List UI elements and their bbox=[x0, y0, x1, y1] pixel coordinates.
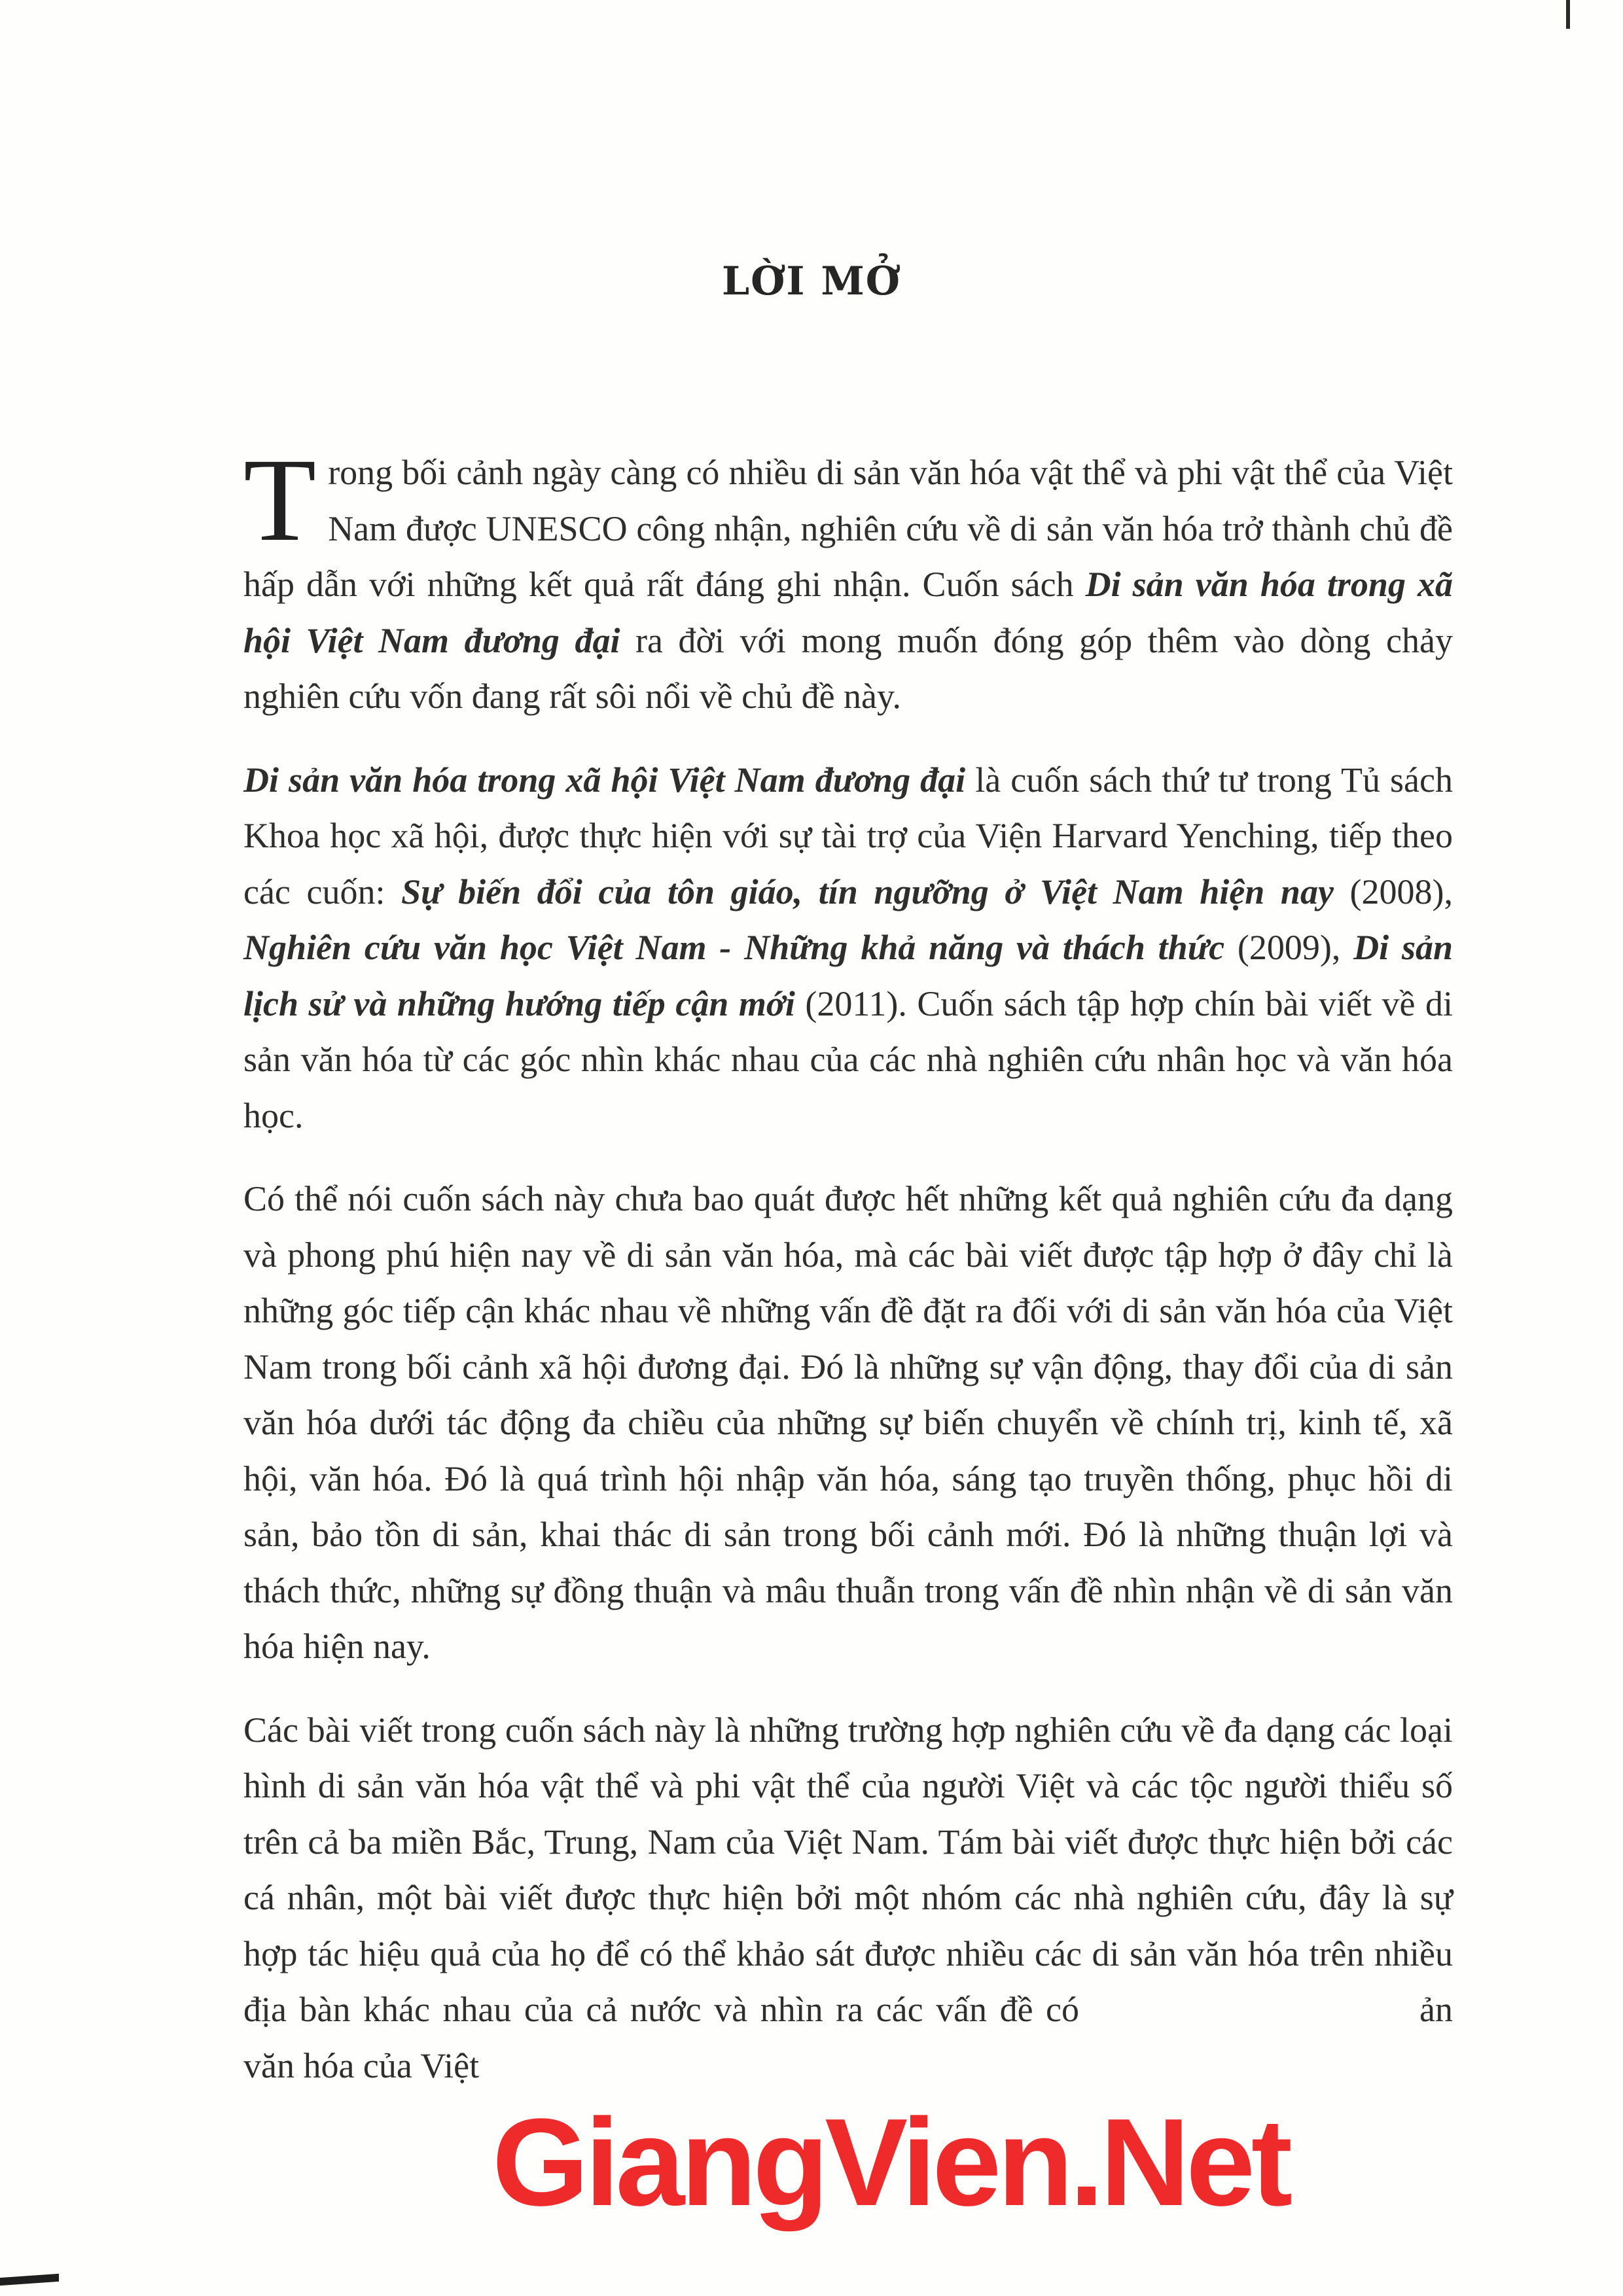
book-title-reference: Nghiên cứu văn học Việt Nam - Những khả năng và thách thức bbox=[243, 928, 1225, 967]
paragraph-1-text-end: ra đời với mong muốn đóng góp thêm vào dòng chảy nghiên cứu vốn đang rất sôi nổi về chủ đề này. bbox=[243, 620, 1453, 716]
paragraph-2-text-end: (2011). Cuốn sách tập hợp chín bài viết về di sản văn hóa từ các góc nhìn khác nhau của các nhà nghiên cứu nhân học và văn hóa học. bbox=[243, 983, 1453, 1135]
body-text bbox=[243, 434, 1454, 2121]
paragraph-2-text: (2008), bbox=[1333, 872, 1454, 911]
paragraph-2-text: (2009), bbox=[1224, 928, 1354, 967]
paragraph-1-text: rong bối cảnh ngày càng có nhiều di sản văn hóa vật thể và phi vật thể của Việt Nam được UNESCO công nhận, nghiên cứu về di sản văn hóa trở thành chủ đề hấp dẫn với những kết quả rất đáng ghi nhận. Cuốn sách bbox=[243, 453, 1453, 604]
paragraph-4-text-end: ản văn hóa của Việt bbox=[243, 1990, 1453, 2085]
scan-edge-mark bbox=[0, 2274, 59, 2286]
paragraph-4 bbox=[243, 1703, 1453, 2094]
drop-cap: T bbox=[243, 434, 317, 566]
book-title-reference: Di sản văn hóa trong xã hội Việt Nam đương đại bbox=[243, 565, 1453, 660]
paragraph-2-text: là cuốn sách thứ tư trong Tủ sách Khoa học xã hội, được thực hiện với sự tài trợ của Viện Harvard Yenching, tiếp theo các cuốn: bbox=[243, 760, 1453, 911]
paragraph-2 bbox=[243, 752, 1453, 1144]
paragraph-1 bbox=[243, 434, 1453, 725]
paragraph-4-text: Các bài viết trong cuốn sách này là những trường hợp nghiên cứu về đa dạng các loại hình di sản văn hóa vật thể và phi vật thể của người Việt và các tộc người thiểu số trên cả ba miền Bắc, Trung, Nam của Việt Nam. Tám bài viết được thực hiện bởi các cá nhân, một bài viết được thực hiện bởi một nhóm các nhà nghiên cứu, đây là sự hợp tác hiệu quả của họ để có thể khảo sát được nhiều các di sản văn hóa trên nhiều địa bàn khác nhau của cả nước và nhìn ra các vấn đề có bbox=[243, 1710, 1453, 2029]
watermark-logo: GiangVien.Net bbox=[492, 2093, 1289, 2232]
book-title-reference: Sự biến đổi của tôn giáo, tín ngưỡng ở Việt Nam hiện nay bbox=[401, 872, 1334, 911]
book-title-reference: Di sản lịch sử và những hướng tiếp cận mới bbox=[243, 928, 1454, 1023]
scan-edge-mark bbox=[1566, 0, 1570, 29]
page-title: LỜI MỞ bbox=[721, 258, 902, 304]
paragraph-3: Có thể nói cuốn sách này chưa bao quát được hết những kết quả nghiên cứu đa dạng và phong phú hiện nay về di sản văn hóa, mà các bài viết được tập hợp ở đây chỉ là những góc tiếp cận khác nhau về những vấn đề đặt ra đối với di sản văn hóa của Việt Nam trong bối cảnh xã hội đương đại. Đó là những sự vận động, thay đổi của di sản văn hóa dưới tác động đa chiều của những sự biến chuyển về chính trị, kinh tế, xã hội, văn hóa. Đó là quá trình hội nhập văn hóa, sáng tạo truyền thống, phục hồi di sản, bảo tồn di sản, khai thác di sản trong bối cảnh mới. Đó là những thuận lợi và thách thức, những sự đồng thuận và mâu thuẫn trong vấn đề nhìn nhận về di sản văn hóa hiện nay. bbox=[243, 1179, 1453, 1666]
book-title-reference: Di sản văn hóa trong xã hội Việt Nam đương đại bbox=[243, 760, 966, 800]
